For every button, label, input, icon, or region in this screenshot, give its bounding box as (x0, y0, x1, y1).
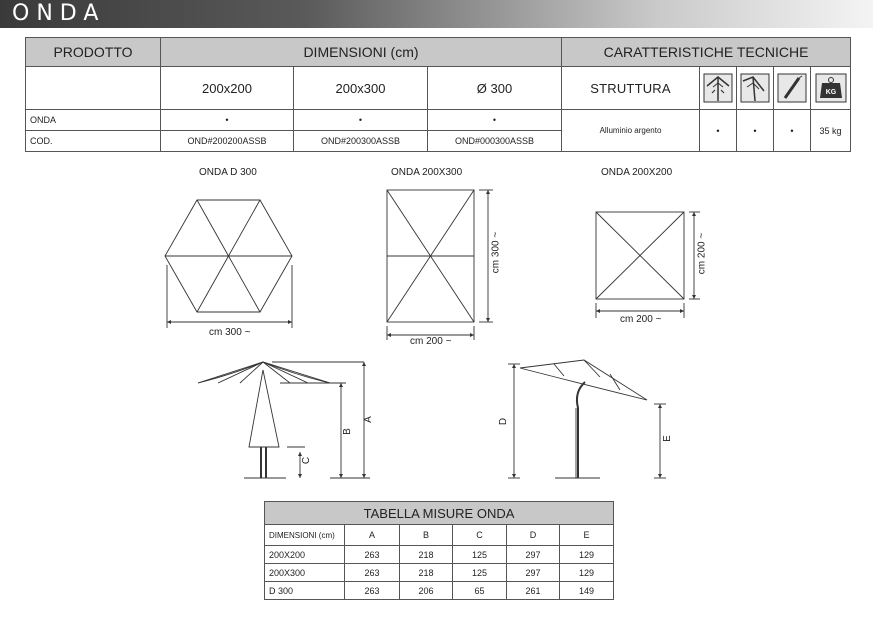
measure-table-title: TABELLA MISURE ONDA (265, 502, 614, 525)
central-umbrella-side-view (198, 362, 370, 478)
dim-200x300-height: cm 300 ~ (490, 231, 502, 274)
table-cell: 218 (400, 546, 453, 564)
letter-d: D (498, 417, 510, 426)
row-cod-label: COD. (26, 131, 161, 152)
letter-a: A (362, 416, 374, 423)
feature-mark-3: • (774, 110, 811, 152)
col-header: C (453, 525, 507, 546)
table-cell: D 300 (265, 582, 345, 600)
col-header: B (400, 525, 453, 546)
row-onda-label: ONDA (26, 110, 161, 131)
onda-mark-d300: • (428, 110, 562, 131)
table-cell: 263 (345, 564, 400, 582)
table-cell: 263 (345, 546, 400, 564)
struttura-label: STRUTTURA (562, 67, 700, 110)
table-cell: 218 (400, 564, 453, 582)
table-cell: 129 (560, 546, 614, 564)
col-header: DIMENSIONI (cm) (265, 525, 345, 546)
weight-cell: 35 kg (811, 110, 851, 152)
table-row (265, 546, 614, 564)
drawing-title-200x200: ONDA 200X200 (601, 167, 673, 178)
col-header: E (560, 525, 614, 546)
letter-e: E (661, 435, 673, 442)
onda-mark-200x200: • (161, 110, 294, 131)
table-cell: 200X300 (265, 564, 345, 582)
header-dimensions: DIMENSIONI (cm) (161, 38, 562, 67)
dim-200x200-width: cm 200 ~ (620, 314, 662, 325)
size-200x300: 200x300 (294, 67, 428, 110)
table-cell: 263 (345, 582, 400, 600)
table-cell: 297 (507, 546, 560, 564)
table-row (265, 582, 614, 600)
page-title: ONDA (12, 1, 106, 26)
header-product: PRODOTTO (26, 38, 161, 67)
material-cell: Alluminio argento (562, 110, 700, 152)
table-cell: 200X200 (265, 546, 345, 564)
code-d300: OND#000300ASSB (428, 131, 562, 152)
dim-d300: cm 300 ~ (209, 327, 251, 338)
size-200x200: 200x200 (161, 67, 294, 110)
table-cell: 261 (507, 582, 560, 600)
feature-mark-1: • (700, 110, 737, 152)
table-row (265, 564, 614, 582)
table-cell: 149 (560, 582, 614, 600)
table-cell: 129 (560, 564, 614, 582)
col-header: A (345, 525, 400, 546)
table-cell: 65 (453, 582, 507, 600)
kg-icon-text: KG (825, 89, 836, 96)
table-cell: 297 (507, 564, 560, 582)
header-technical: CARATTERISTICHE TECNICHE (562, 38, 851, 67)
col-header: D (507, 525, 560, 546)
letter-c: C (301, 456, 313, 465)
feature-mark-2: • (737, 110, 774, 152)
drawing-title-d300: ONDA D 300 (199, 167, 257, 178)
letter-b: B (341, 428, 353, 435)
code-200x200: OND#200200ASSB (161, 131, 294, 152)
dim-200x200-height: cm 200 ~ (696, 232, 708, 275)
code-200x300: OND#200300ASSB (294, 131, 428, 152)
measure-table (264, 501, 614, 600)
size-d300: Ø 300 (428, 67, 562, 110)
table-cell: 125 (453, 546, 507, 564)
table-cell: 125 (453, 564, 507, 582)
drawing-title-200x300: ONDA 200X300 (391, 167, 463, 178)
dim-200x300-width: cm 200 ~ (410, 336, 452, 347)
table-cell: 206 (400, 582, 453, 600)
offset-umbrella-side-view (508, 360, 666, 478)
onda-mark-200x300: • (294, 110, 428, 131)
